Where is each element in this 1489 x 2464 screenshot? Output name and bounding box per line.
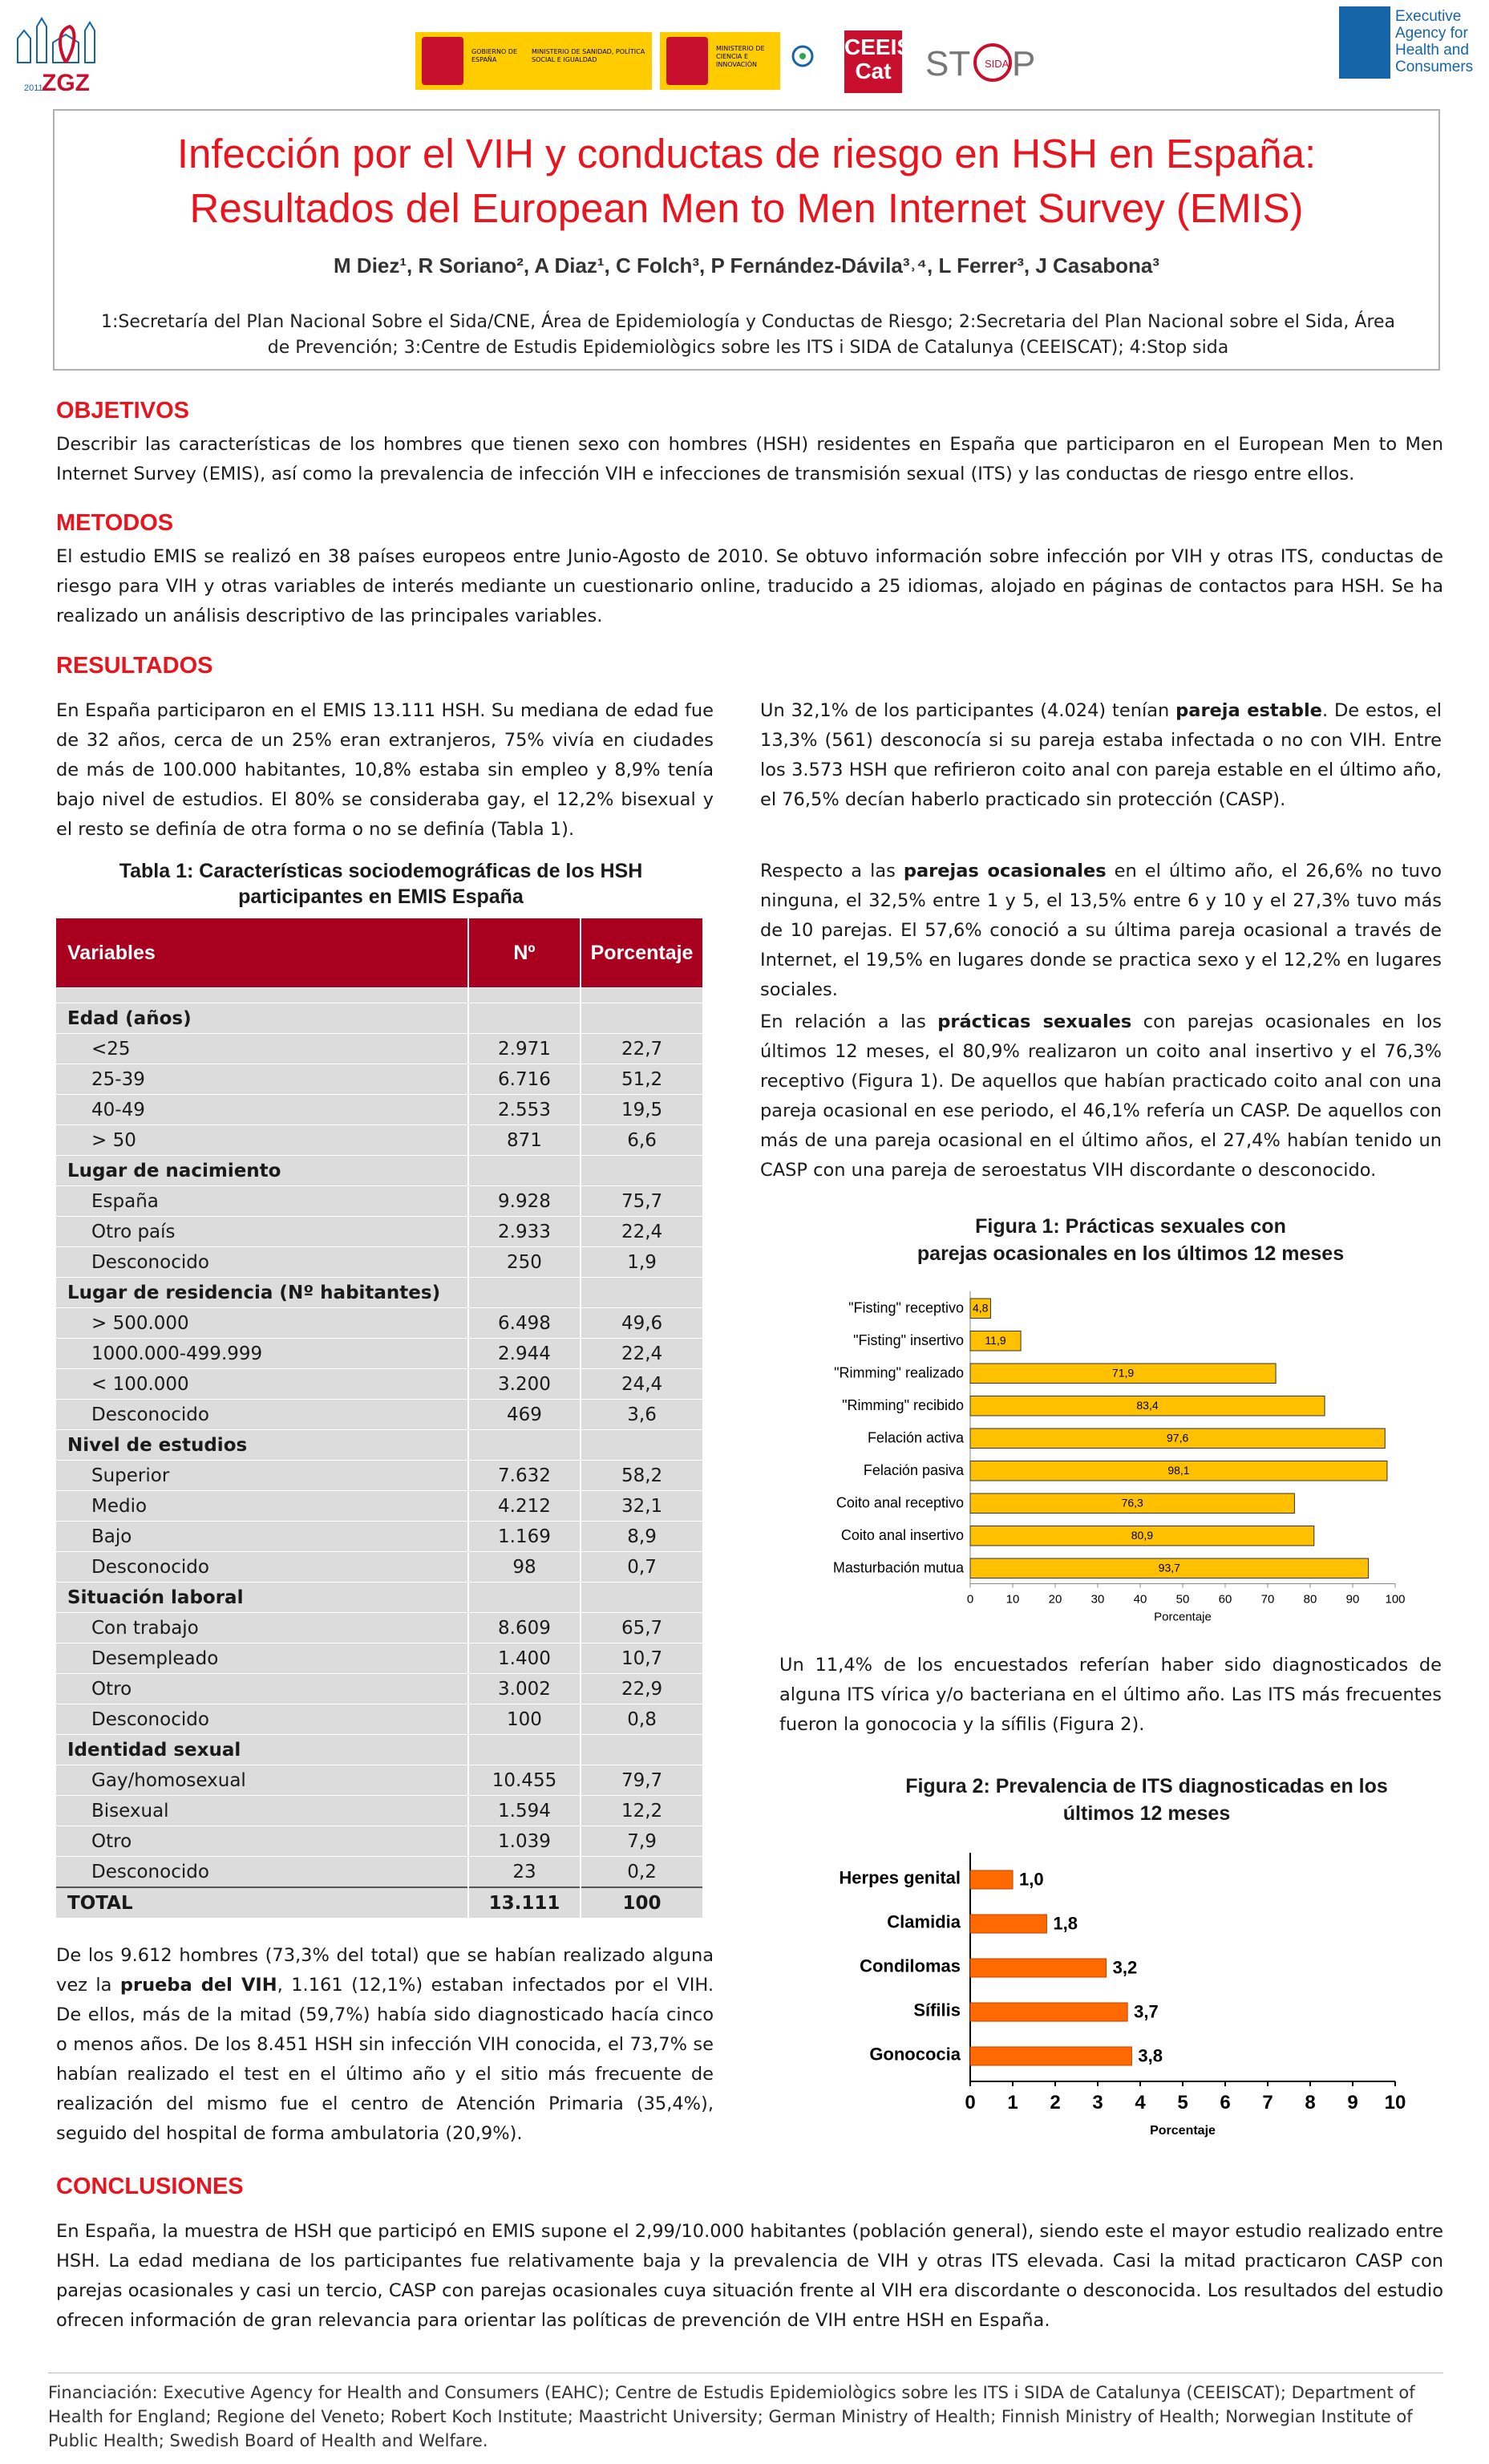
table-cell-label: Lugar de nacimiento [56, 1156, 468, 1186]
table-cell-label: Lugar de residencia (Nº habitantes) [56, 1278, 468, 1308]
figure-1-title [834, 1213, 1427, 1267]
table-row [56, 1156, 702, 1186]
figure-1-data-label: 97,6 [1167, 1431, 1189, 1445]
p2-text-a: De los 9.612 hombres (73,3% del total) que se habían realizado alguna vez la [56, 1945, 714, 1996]
table-cell-label: Otro [56, 1826, 468, 1857]
figure-2-x-tick-label: 3 [1092, 2092, 1103, 2113]
svg-text:P: P [1012, 44, 1036, 83]
table-cell-pct [581, 1430, 702, 1461]
figure-1-data-label: 71,9 [1111, 1366, 1135, 1380]
ceeis-logo [844, 30, 912, 93]
table-cell-pct: 100 [581, 1887, 702, 1919]
figure-1-x-tick-label: 50 [1175, 1592, 1190, 1607]
figure-2-x-tick-label: 10 [1384, 2092, 1406, 2113]
table-row [56, 1887, 702, 1919]
title-line-1: Infección por el VIH y conductas de riesgo en HSH en España: [176, 131, 1317, 176]
table-cell-label: Identidad sexual [56, 1735, 468, 1765]
resultados-heading: RESULTADOS [56, 653, 213, 679]
figure-2-category-label: Gonococia [869, 2044, 961, 2065]
eahc-logo [1339, 6, 1483, 93]
ministerio-ciencia-text: MINISTERIO DE CIENCIA E INNOVACIÓN [716, 45, 765, 68]
p2-text-bold: prueba del VIH [119, 1975, 277, 1996]
table-row [56, 1217, 702, 1247]
table-cell-label: < 100.000 [56, 1369, 468, 1400]
figure-1-category-label: "Fisting" receptivo [848, 1299, 964, 1316]
figure-2-bar [970, 1915, 1046, 1933]
metodos-text: El estudio EMIS se realizó en 38 países europeos entre Junio-Agosto de 2010. Se obtuvo información sobre infección por VIH y otras ITS, conductas de riesgo para VIH y otras variables de interés mediante un cuestionario online, traducido a 25 idiomas, alojado en páginas de contactos para HSH. Se ha realizado un análisis descriptivo de las principales variables. [56, 546, 1443, 626]
table-cell-n [468, 1278, 581, 1308]
table-row [56, 1308, 702, 1339]
table-cell-n: 98 [468, 1552, 581, 1583]
figure-1-data-label: 93,7 [1158, 1561, 1180, 1574]
table-row [56, 1461, 702, 1491]
table-cell-label: > 500.000 [56, 1308, 468, 1339]
table-cell-label: Desconocido [56, 1247, 468, 1278]
figure-1-category-label: Coito anal insertivo [840, 1526, 964, 1543]
table-cell-n: 8.609 [468, 1613, 581, 1643]
table-cell-pct: 75,7 [581, 1186, 702, 1217]
r2-text-bold: parejas ocasionales [903, 861, 1107, 881]
figure-2-data-label: 3,2 [1112, 1957, 1138, 1978]
table-row [56, 1125, 702, 1156]
p2-text-c: , 1.161 (12,1%) estaban infectados por el VIH. De ellos, más de la mitad (59,7%) había sido diagnosticado hacía cinco o menos años. De los 8.451 HSH sin infección VIH conocida, el 73,7% se habían realizado el test en el último año y el sitio más frecuente de realización del mismo fue el centro de Atención Primaria (35,4%), seguido del hospital de forma ambulatoria (20,9%). [56, 1975, 714, 2144]
table-cell-label: Otro [56, 1674, 468, 1704]
table-row [56, 1430, 702, 1461]
eahc-text: Executive Agency for Health and Consumers [1395, 8, 1474, 75]
figure-1-title-line-1: Figura 1: Prácticas sexuales con [975, 1215, 1286, 1238]
table-row [56, 1857, 702, 1888]
resultados-p2 [56, 1941, 714, 2149]
table-cell-label: 25-39 [56, 1064, 468, 1095]
table-cell-pct: 6,6 [581, 1125, 702, 1156]
table-cell-label: Situación laboral [56, 1583, 468, 1613]
table-cell-label: Otro país [56, 1217, 468, 1247]
table-cell-label: Con trabajo [56, 1613, 468, 1643]
figure-2-title [866, 1773, 1427, 1827]
table-cell-n: 1.594 [468, 1796, 581, 1826]
figure-2-title-line-2: últimos 12 meses [1062, 1802, 1231, 1825]
table-row [56, 1552, 702, 1583]
table-row [56, 1522, 702, 1552]
table-row [56, 1247, 702, 1278]
table-row [56, 1643, 702, 1674]
figure-2-title-line-1: Figura 2: Prevalencia de ITS diagnosticadas en los [905, 1775, 1388, 1797]
table-cell-pct [581, 1735, 702, 1765]
affiliation-line-1: 1:Secretaría del Plan Nacional Sobre el Sida/CNE, Área de Epidemiología y Conductas de Riesgo; 2:Secretaria del Plan Nacional sobre el Sida, Área [100, 312, 1396, 332]
table-row [56, 1186, 702, 1217]
figure-1-category-label: "Rimming" realizado [834, 1364, 964, 1381]
figure-2-bar [970, 1870, 1013, 1889]
metodos-heading: METODOS [56, 510, 174, 536]
table-row [56, 1064, 702, 1095]
figure-1-data-label: 11,9 [985, 1333, 1006, 1347]
title-line-2: Resultados del European Men to Men Internet Survey (EMIS) [189, 185, 1304, 231]
zgz-text: ZGZ [42, 70, 90, 95]
table-cell-label: Gay/homosexual [56, 1765, 468, 1796]
funding-footer: Financiación: Executive Agency for Health and Consumers (EAHC); Centre de Estudis Epidemiològics sobre les ITS i SIDA de Catalunya (CEEISCAT); Department of Health for England; Regione del Veneto; Robert Koch Institute; Maastricht University; German Ministry of Health; Finnish Ministry of Health; Norwegian Institute of Public Health; Swedish Board of Health and Welfare. [48, 2383, 1415, 2450]
table-header-pct: Porcentaje [581, 918, 702, 988]
table-cell-n: 3.200 [468, 1369, 581, 1400]
table-cell-label: 1000.000-499.999 [56, 1339, 468, 1369]
figure-2-x-axis-label: Porcentaje [1150, 2124, 1216, 2138]
table-cell-label: Nivel de estudios [56, 1430, 468, 1461]
table-cell-pct: 22,4 [581, 1339, 702, 1369]
table-row [56, 1003, 702, 1034]
eu-flag-icon [1339, 6, 1390, 79]
figure-1-x-tick-label: 0 [966, 1592, 974, 1607]
table-cell-n: 1.039 [468, 1826, 581, 1857]
r3-text-c: con parejas ocasionales en los últimos 12 meses, el 80,9% realizaron un coito anal insertivo y el 76,3% receptivo (Figura 1). De aquellos que habían practicado coito anal con una pareja ocasional en ese periodo, el 46,1% refería un CASP. De aquellos con más de una pareja ocasional en el último años, el 27,4% habían tenido un CASP con una pareja de seroestatus VIH discordante o desconocido. [760, 1011, 1442, 1181]
table-cell-pct: 10,7 [581, 1643, 702, 1674]
figure-1-data-label: 4,8 [972, 1301, 989, 1315]
table-cell-n [468, 1003, 581, 1034]
table-cell-pct: 58,2 [581, 1461, 702, 1491]
r1-text-a: Un 32,1% de los participantes (4.024) tenían [760, 700, 1176, 721]
table-cell-label: 40-49 [56, 1095, 468, 1125]
table-cell-label: Bisexual [56, 1796, 468, 1826]
table-title-line-2: participantes en EMIS España [238, 886, 524, 908]
table-row [56, 1491, 702, 1522]
ministerio-sanidad-text: MINISTERIO DE SANIDAD, POLÍTICA SOCIAL E IGUALDAD [532, 48, 645, 63]
table-row [56, 1826, 702, 1857]
r3-text-a: En relación a las [760, 1011, 938, 1032]
table-cell-pct: 7,9 [581, 1826, 702, 1857]
table-cell-n [468, 1583, 581, 1613]
figure-2-x-tick-label: 0 [965, 2092, 976, 2113]
figure-2-x-tick-label: 6 [1220, 2092, 1231, 2113]
figure-1-data-label: 80,9 [1131, 1528, 1154, 1542]
table-cell-n: 10.455 [468, 1765, 581, 1796]
table-row [56, 1613, 702, 1643]
table-cell-n: 2.971 [468, 1034, 581, 1064]
r1-text-c: . De estos, el 13,3% (561) desconocía si su pareja estaba infectada o no con VIH. Entre los 3.573 HSH que refirieron coito anal con pareja estable en el último año, el 76,5% decían haberlo practicado sin protección (CASP). [760, 700, 1442, 810]
table-cell-pct: 0,7 [581, 1552, 702, 1583]
svg-text:SIDA: SIDA [985, 58, 1010, 70]
table-row [56, 1400, 702, 1430]
sociodemographic-table [56, 918, 702, 1919]
figure-1-x-tick-label: 30 [1090, 1592, 1105, 1607]
figure-2-x-tick-label: 9 [1347, 2092, 1358, 2113]
table-cell-pct: 3,6 [581, 1400, 702, 1430]
table-row [56, 1704, 702, 1735]
table-cell-pct [581, 1003, 702, 1034]
figure-2-x-tick-label: 1 [1007, 2092, 1018, 2113]
table-cell-label: Desconocido [56, 1704, 468, 1735]
table-cell-pct: 22,7 [581, 1034, 702, 1064]
table-cell-n: 13.111 [468, 1887, 581, 1919]
zgz-logo [10, 6, 114, 95]
table-cell-label: Medio [56, 1491, 468, 1522]
figure-2-x-tick-label: 2 [1050, 2092, 1061, 2113]
figure-2-category-label: Clamidia [887, 1911, 961, 1932]
table-cell-label: <25 [56, 1034, 468, 1064]
r2-text-c: en el último año, el 26,6% no tuvo ninguna, el 32,5% entre 1 y 5, el 13,5% entre 6 y 10 y el 27,3% tuvo más de 10 parejas. El 57,6% conoció a su última pareja ocasional a través de Internet, el 19,5% en lugares donde se practica sexo y el 12,2% en lugares sociales. [760, 861, 1442, 1000]
conclusiones-text: En España, la muestra de HSH que participó en EMIS supone el 2,99/10.000 habitantes (población general), siendo este el mayor estudio realizado entre HSH. La edad mediana de los participantes fue relativamente baja y la prevalencia de VIH y otras ITS elevada. Casi la mitad practicaron CASP con parejas ocasionales y casi un tercio, CASP con parejas ocasionales cuya situación frente al VIH era discordante o desconocida. Los resultados del estudio ofrecen información de gran relevancia para orientar las políticas de prevención de VIH entre HSH en España. [56, 2221, 1443, 2331]
figure-1-category-label: Felación pasiva [863, 1461, 964, 1478]
figure-1-chart [794, 1275, 1419, 1628]
table-title-line-1: Tabla 1: Características sociodemográficas de los HSH [119, 860, 643, 882]
table-row [56, 1765, 702, 1796]
resultados-r1 [760, 696, 1442, 815]
poster-title [55, 127, 1438, 236]
table-header-row [56, 918, 702, 988]
figure-2-chart [802, 1845, 1427, 2150]
resultados-r2 [760, 857, 1442, 1005]
r3-text-bold: prácticas sexuales [937, 1011, 1132, 1032]
table-cell-label: Desconocido [56, 1552, 468, 1583]
figure-1-data-label: 83,4 [1136, 1398, 1159, 1412]
table-cell-pct: 49,6 [581, 1308, 702, 1339]
table-cell-label: Superior [56, 1461, 468, 1491]
figure-1-x-tick-label: 20 [1048, 1592, 1062, 1607]
svg-text:ST: ST [925, 44, 971, 83]
table-cell-n: 4.212 [468, 1491, 581, 1522]
objetivos-text: Describir las características de los hombres que tienen sexo con hombres (HSH) residentes en España que participaron en el European Men to Men Internet Survey (EMIS), así como la prevalencia de infección VIH e infecciones de transmisión sexual (ITS) y las conductas de riesgo entre ellos. [56, 434, 1443, 484]
figure-1-category-label: Masturbación mutua [832, 1559, 964, 1576]
table-row [56, 1369, 702, 1400]
table-cell-pct: 12,2 [581, 1796, 702, 1826]
table-cell-n: 7.632 [468, 1461, 581, 1491]
table-row [56, 1735, 702, 1765]
figure-1-x-axis-label: Porcentaje [1154, 1610, 1212, 1624]
resultados-p1: En España participaron en el EMIS 13.111 HSH. Su mediana de edad fue de 32 años, cerca de un 25% eran extranjeros, 75% vivía en ciudades de más de 100.000 habitantes, 10,8% estaba sin empleo y 8,9% tenía bajo nivel de estudios. El 80% se consideraba gay, el 12,2% bisexual y el resto se definía de otra forma o no se definía (Tabla 1). [56, 700, 714, 840]
table-row [56, 1339, 702, 1369]
table-cell-n: 250 [468, 1247, 581, 1278]
table-cell-pct [581, 1278, 702, 1308]
figure-1-data-label: 76,3 [1121, 1496, 1143, 1510]
affiliations [87, 310, 1410, 361]
table-cell-pct: 8,9 [581, 1522, 702, 1552]
affiliation-line-2: de Prevención; 3:Centre de Estudis Epidemiològics sobre les ITS i SIDA de Catalunya (CEEISCAT); 4:Stop sida [267, 338, 1229, 358]
table-cell-n: 469 [468, 1400, 581, 1430]
table-cell-n: 2.553 [468, 1095, 581, 1125]
table-cell-n: 3.002 [468, 1674, 581, 1704]
figure-2-category-label: Herpes genital [839, 1867, 961, 1888]
figure-2-x-tick-label: 7 [1262, 2092, 1273, 2113]
table-cell-pct: 1,9 [581, 1247, 702, 1278]
table-row [56, 1796, 702, 1826]
figure-2-category-label: Sífilis [913, 2000, 961, 2020]
table-cell-label: Desconocido [56, 1857, 468, 1888]
figure-2-data-label: 3,7 [1134, 2001, 1159, 2022]
authors: M Diez¹, R Soriano², A Diaz¹, C Folch³, P Fernández-Dávila³˒⁴, L Ferrer³, J Casabona³ [334, 253, 1159, 278]
figure-2-data-label: 1,8 [1053, 1913, 1078, 1934]
ministerio-ciencia-logo [660, 32, 860, 90]
gobierno-logo [415, 32, 652, 90]
table-cell-label: Desempleado [56, 1643, 468, 1674]
title-box [53, 109, 1440, 371]
conclusiones-heading: CONCLUSIONES [56, 2174, 244, 2199]
resultados-r4: Un 11,4% de los encuestados referían haber sido diagnosticados de alguna ITS vírica y/o bacteriana en el último año. Las ITS más frecuentes fueron la gonococia y la sífilis (Figura 2). [779, 1655, 1442, 1735]
table-cell-n: 2.944 [468, 1339, 581, 1369]
table-cell-pct [581, 1583, 702, 1613]
table-cell-n [468, 1156, 581, 1186]
figure-1-category-label: Coito anal receptivo [836, 1494, 964, 1511]
figure-2-x-tick-label: 4 [1135, 2092, 1146, 2113]
figure-2-bar [970, 2047, 1131, 2065]
gobierno-text: GOBIERNO DE ESPAÑA [471, 48, 517, 63]
table-cell-pct: 0,8 [581, 1704, 702, 1735]
figure-1-x-tick-label: 40 [1133, 1592, 1147, 1607]
table-cell-pct: 79,7 [581, 1765, 702, 1796]
table-cell-pct: 24,4 [581, 1369, 702, 1400]
figure-1-x-tick-label: 10 [1005, 1592, 1020, 1607]
table-cell-n [468, 1430, 581, 1461]
ceeis-text-1: CEEIS [844, 34, 912, 59]
table-cell-label: Desconocido [56, 1400, 468, 1430]
table-cell-label: Edad (años) [56, 1003, 468, 1034]
table-cell-pct: 22,9 [581, 1674, 702, 1704]
table-cell-pct: 19,5 [581, 1095, 702, 1125]
zgz-year: 2011 [24, 83, 43, 93]
figure-2-bar [970, 1959, 1107, 1977]
stop-sida-logo [922, 30, 1042, 95]
table-cell-pct [581, 1156, 702, 1186]
table-header-n: Nº [468, 918, 581, 988]
figure-1-x-tick-label: 70 [1260, 1592, 1275, 1607]
table-cell-n: 6.498 [468, 1308, 581, 1339]
figure-2-x-tick-label: 5 [1177, 2092, 1188, 2113]
table-cell-label: Bajo [56, 1522, 468, 1552]
table-cell-pct: 65,7 [581, 1613, 702, 1643]
table-row [56, 1583, 702, 1613]
table-cell-n [468, 1735, 581, 1765]
table-header-variables: Variables [56, 918, 468, 988]
figure-2-data-label: 3,8 [1138, 2045, 1163, 2066]
figure-1-x-tick-label: 60 [1218, 1592, 1232, 1607]
figure-2-x-tick-label: 8 [1305, 2092, 1316, 2113]
table-title [56, 858, 706, 910]
figure-1-data-label: 98,1 [1167, 1463, 1190, 1477]
figure-1-x-tick-label: 80 [1303, 1592, 1317, 1607]
table-cell-pct: 0,2 [581, 1857, 702, 1888]
table-cell-pct: 32,1 [581, 1491, 702, 1522]
table-cell-label: > 50 [56, 1125, 468, 1156]
table-cell-n: 1.169 [468, 1522, 581, 1552]
figure-1-title-line-2: parejas ocasionales en los últimos 12 meses [916, 1242, 1345, 1265]
table-cell-n: 2.933 [468, 1217, 581, 1247]
figure-1-x-tick-label: 90 [1345, 1592, 1360, 1607]
r2-text-a: Respecto a las [760, 861, 904, 881]
table-cell-label: España [56, 1186, 468, 1217]
resultados-r3 [760, 1007, 1442, 1185]
figure-2-category-label: Condilomas [860, 1955, 961, 1976]
isciii-icon [787, 42, 819, 82]
table-cell-label: TOTAL [56, 1887, 468, 1919]
table-cell-n: 6.716 [468, 1064, 581, 1095]
table-cell-n: 100 [468, 1704, 581, 1735]
table-cell-pct: 22,4 [581, 1217, 702, 1247]
table-row [56, 1278, 702, 1308]
table-row [56, 1034, 702, 1064]
figure-1-category-label: "Fisting" insertivo [853, 1331, 964, 1348]
table-cell-n: 1.400 [468, 1643, 581, 1674]
figure-2-data-label: 1,0 [1019, 1869, 1044, 1890]
table-cell-n: 9.928 [468, 1186, 581, 1217]
ceeis-text-2: Cat [855, 59, 892, 83]
table-row [56, 1095, 702, 1125]
figure-1-category-label: Felación activa [867, 1429, 964, 1446]
objetivos-heading: OBJETIVOS [56, 398, 189, 424]
table-cell-pct: 51,2 [581, 1064, 702, 1095]
table-row [56, 1674, 702, 1704]
r1-text-bold: pareja estable [1175, 700, 1322, 721]
figure-2-bar [970, 2003, 1127, 2021]
figure-1-category-label: "Rimming" recibido [842, 1396, 964, 1413]
table-cell-n: 23 [468, 1857, 581, 1888]
table-cell-n: 871 [468, 1125, 581, 1156]
figure-1-x-tick-label: 100 [1385, 1592, 1406, 1607]
